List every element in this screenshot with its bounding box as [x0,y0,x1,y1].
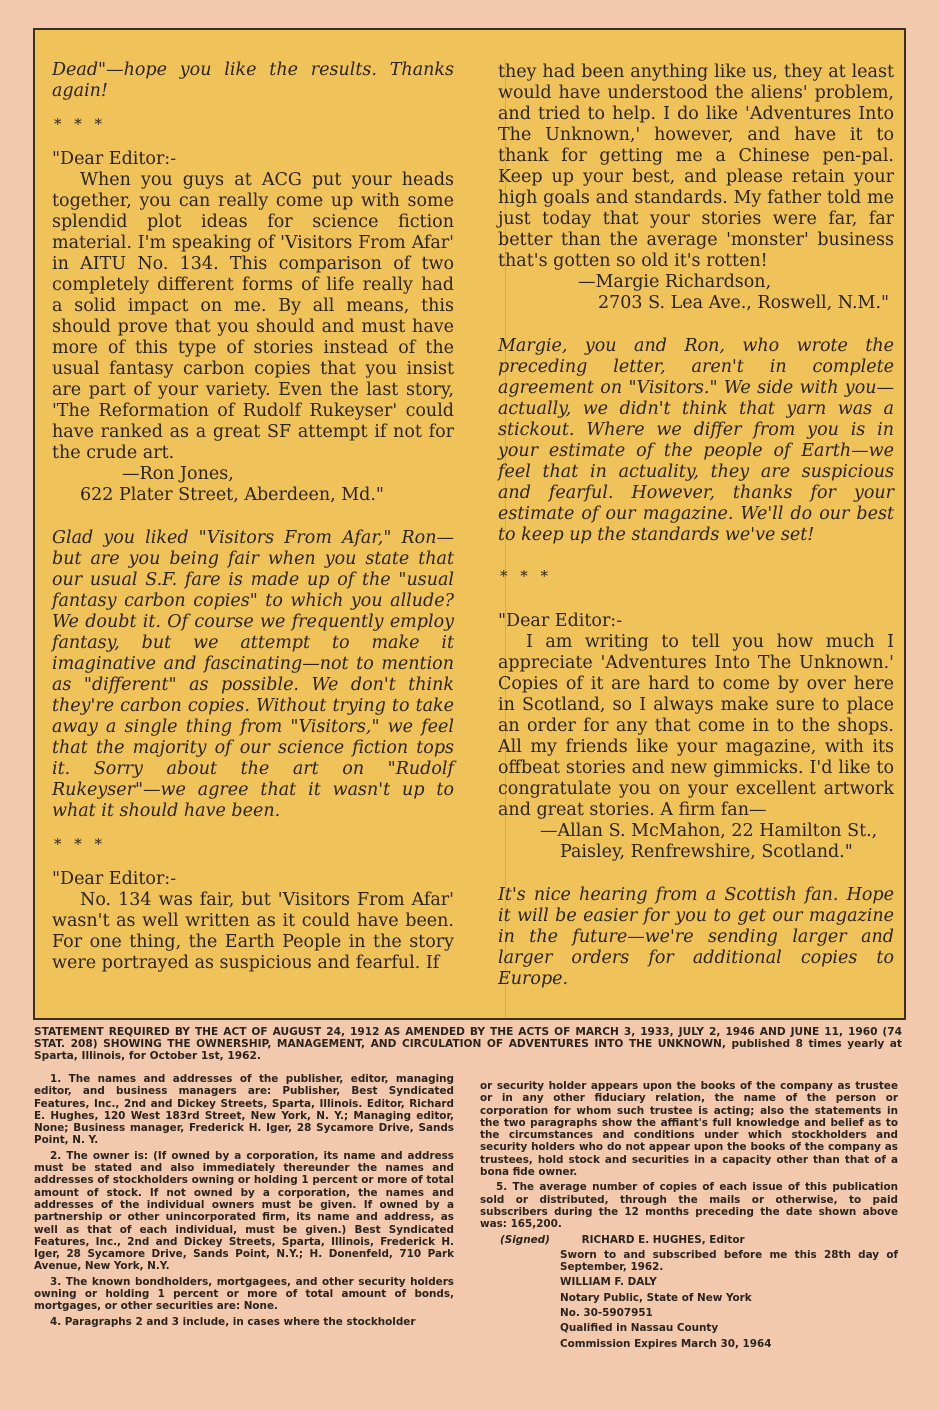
ownership-statement [34,1026,906,1368]
signed-label: (Signed) [500,1233,550,1246]
letter-body-allan-mcmahon: I am writing to tell you how much I appreciate 'Adventures Into The Unknown.' Copies of it are hard to come by over here in Scotland, so I always make sure to place an order for any that come in to the shops. All my friends like your magazine, with its offbeat stories and new gimmicks. I'd like to congratulate you on your excellent artwork and great stories. A firm fan— [498,632,894,820]
notary-county: Qualified in Nassau County [560,1322,719,1335]
statement-paragraph-5: 5. The average number of copies of each issue of this publication sold or distributed, through the mails or otherwise, to paid subscribers during the 12 months preceding the date shown above was: 165,200. [480,1181,898,1231]
statement-paragraph-1: 1. The names and addresses of the publisher, editor, managing editor, and business managers are: Publisher, Best Syndicated Features, Inc., 2nd and Dickey Streets, Sparta, Illinois. Editor, Richard E. Hughes, 120 West 183rd Street, New York, N. Y.; Managing editor, None; Business manager, Frederick H. Iger, 28 Sycamore Drive, Sands Point, N. Y. [34,1073,454,1147]
spacer [498,314,894,336]
notary-expiry: Commission Expires March 30, 1964 [560,1337,772,1350]
letters-right-column [498,62,894,990]
previous-response-ending: Dead"—hope you like the results. Thanks again! [52,60,454,101]
separator-asterisks: * * * [54,115,107,133]
spacer [52,506,454,528]
notary-name: WILLIAM F. DALY [560,1276,657,1289]
editor-response-margie: Margie, you and Ron, who wrote the preceding letter, aren't in complete agreement on "Visitors." We side with you—actually, we didn't think that yarn was a stickout. Where we differ from you is in your estimate of the people of Earth—we feel that in actuality, they are suspicious and fearful. However, thanks for your estimate of our magazine. We'll do our best to keep up the standards we've set! [498,336,894,545]
notary-title: Notary Public, State of New York [560,1291,752,1304]
letter-signature-address: 622 Plater Street, Aberdeen, Md." [80,485,384,505]
signed-name: RICHARD E. HUGHES, Editor [581,1233,745,1246]
letter-signature-address: 2703 S. Lea Ave., Roswell, N.M." [598,293,890,313]
letter-salutation: "Dear Editor:- [498,611,623,631]
separator-asterisks: * * * [500,567,553,585]
letters-left-column [52,60,454,974]
sworn-text: Sworn to and subscribed before me this 28th day of September, 1962. [560,1248,898,1274]
letter-salutation: "Dear Editor:- [52,149,177,169]
signature-line [480,1234,898,1246]
letter-body-margie-start: No. 134 was fair, but 'Visitors From Afar' wasn't as well written as it could have been. For one thing, the Earth People in the story were portrayed as suspicious and fearful. If [52,890,454,973]
letter-salutation: "Dear Editor:- [52,869,177,889]
statement-header: STATEMENT REQUIRED BY THE ACT OF AUGUST 24, 1912 AS AMENDED BY THE ACTS OF MARCH 3, 1933, JULY 2, 1946 AND JUNE 11, 1960 (74 STAT. 208) SHOWING THE OWNERSHIP, MANAGEMENT, AND CIRCULATION OF ADVENTURES INTO THE UNKNOWN, published 8 times yearly at Sparta, Illinois, for October 1st, 1962. [34,1026,902,1062]
separator-asterisks: * * * [54,835,107,853]
letter-signature-name: —Margie Richardson, [578,272,772,292]
statement-right-column [480,1080,898,1353]
statement-paragraph-4: 4. Paragraphs 2 and 3 include, in cases where the stockholder [50,1315,416,1328]
letter-body-margie-cont: they had been anything like us, they at least would have understood the aliens' problem, and tried to help. I do like 'Adventures Into The Unknown,' however, and have it to thank for getting me a Chinese pen-pal. Keep up your best, and please retain your high goals and standards. My father told me just today that your stories were far, far better than the average 'monster' business that's gotten so old it's rotten! [498,62,894,271]
spacer [498,863,894,885]
statement-left-column [34,1073,454,1331]
letter-signature-name: —Ron Jones, [122,464,234,484]
notary-block [480,1249,898,1350]
statement-paragraph-3: 3. The known bondholders, mortgagees, and other security holders owning or holding 1 percent or more of total amount of bonds, mortgages, or other securities are: None. [34,1275,454,1313]
editor-response-ron: Glad you liked "Visitors From Afar," Ron—but are you being fair when you state that our usual S.F. fare is made up of the "usual fantasy carbon copies" to which you allude? We doubt it. Of course we frequently employ fantasy, but we attempt to make it imaginative and fascinating—not to mention as "different" as possible. We don't think they're carbon copies. Without trying to take away a single thing from "Visitors," we feel that the majority of our science fiction tops it. Sorry about the art on "Rudolf Rukeyser"—we agree that it wasn't up to what it should have been. [52,528,454,821]
statement-paragraph-4-cont: or security holder appears upon the books of the company as trustee or in any other fiduciary relation, the name of the person or corporation for whom such trustee is acting; also the statements in the two paragraphs show the affiant's full knowledge and belief as to the circumstances and conditions under which stockholders and security holders who do not appear upon the books of the company as trustees, hold stock and securities in a capacity other than that of a bona fide owner. [480,1080,898,1179]
statement-paragraph-2: 2. The owner is: (If owned by a corporation, its name and address must be stated and also immediately thereunder the names and addresses of stockholders owning or holding 1 percent or more of total amount of stock. If not owned by a corporation, the names and addresses of the individual owners must be given. If owned by a partnership or other unincorporated firm, its name and address, as well as that of each individual, must be given.) Best Syndicated Features, Inc., 2nd and Dickey Streets, Sparta, Illinois, Frederick H. Iger, 28 Sycamore Drive, Sands Point, N.Y.; H. Donenfeld, 710 Park Avenue, New York, N.Y. [34,1149,454,1273]
notary-number: No. 30-5907951 [560,1307,653,1320]
letter-signature-address: Paisley, Renfrewshire, Scotland." [560,842,853,862]
letter-signature-name: —Allan S. McMahon, 22 Hamilton St., [540,821,878,841]
editor-response-allan: It's nice hearing from a Scottish fan. Hope it will be easier for you to get our magazine in the future—we're sending larger and larger orders for additional copies to Europe. [498,885,894,989]
letter-body-ron-jones: When you guys at ACG put your heads together, you can really come up with some splendid plot ideas for science fiction material. I'm speaking of 'Visitors From Afar' in AITU No. 134. This comparison of two completely different forms of life really had a solid impact on me. By all means, this should prove that you should and must have more of this type of stories instead of the usual fantasy carbon copies that you insist are part of your variety. Even the last story, 'The Reformation of Rudolf Rukeyser' could have ranked as a great SF attempt if not for the crude art. [52,170,454,463]
